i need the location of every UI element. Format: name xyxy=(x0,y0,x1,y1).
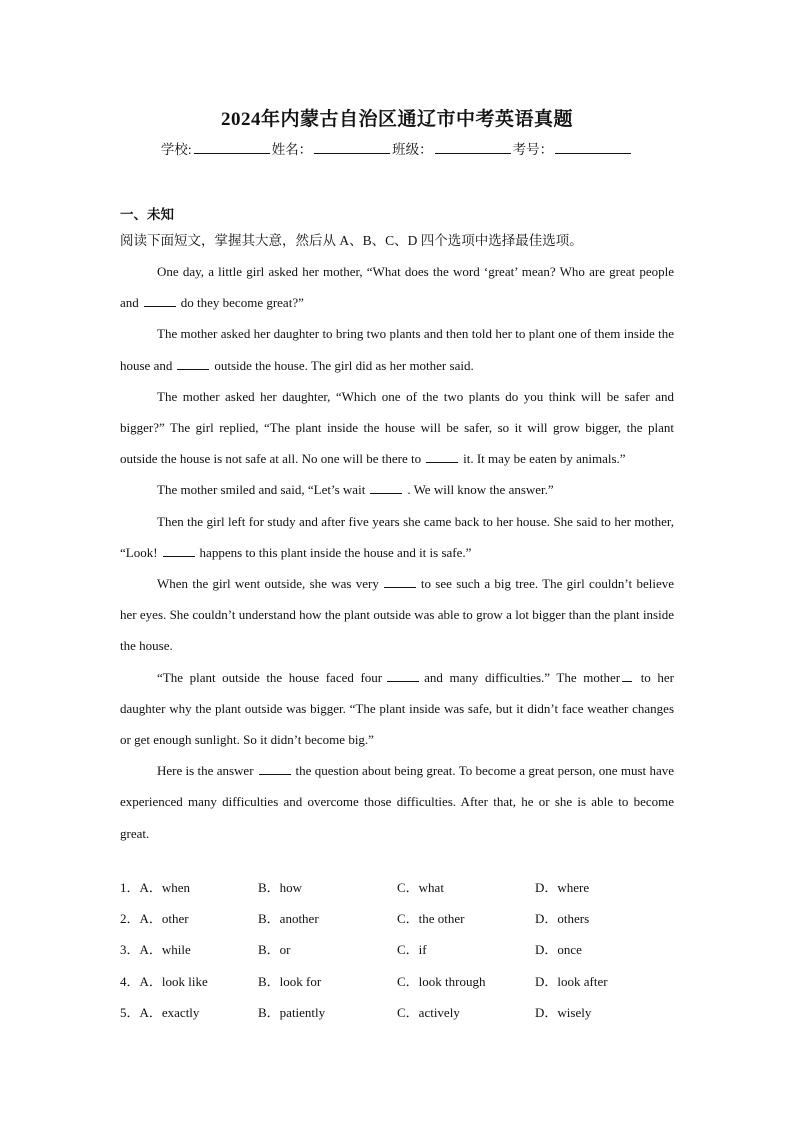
question-row-3 xyxy=(120,939,720,970)
blank-3 xyxy=(426,451,458,463)
paragraph-8: Here is the answer the question about being great. To become a great person, one must have experienced many difficulties and overcome those difficulties. After that, he or she is able to become great. xyxy=(120,763,674,841)
option-c: C．if xyxy=(397,942,427,958)
option-d: D．wisely xyxy=(535,1004,592,1020)
blank-2 xyxy=(177,358,209,370)
option-c: C．actively xyxy=(397,1004,460,1020)
paragraph-4: The mother smiled and said, “Let’s wait . We will know the answer.” xyxy=(157,482,554,498)
option-d: D．where xyxy=(535,880,590,895)
school-label: 学校: xyxy=(160,142,192,157)
option-c: C．the other xyxy=(397,911,465,927)
option-b: B．look for xyxy=(258,973,322,989)
option-a: 2．A．other xyxy=(120,911,189,927)
option-a: 4．A．look like xyxy=(120,973,208,989)
paragraph-5: Then the girl left for study and after five years she came back to her house. She said to her mother, “Look! happens to this plant inside the house and it is safe.” xyxy=(120,513,674,560)
option-d: D．others xyxy=(535,911,590,927)
option-b: B．patiently xyxy=(258,1004,326,1020)
blank-9 xyxy=(259,763,291,775)
class-blank[interactable] xyxy=(435,141,511,154)
class-label: 班级： xyxy=(392,142,433,157)
question-row-1 xyxy=(120,877,720,908)
paragraph-1: One day, a little girl asked her mother, “What does the word ‘great’ mean? Who are great people and do they become great?” xyxy=(120,264,674,311)
blank-6 xyxy=(384,576,416,588)
option-b: B．another xyxy=(258,911,319,927)
exam-number-label: 考号： xyxy=(512,142,554,157)
blank-8 xyxy=(622,670,632,682)
name-label: 姓名： xyxy=(271,142,313,157)
page-title: 2024年内蒙古自治区通辽市中考英语真题 xyxy=(220,109,573,130)
option-b: B．or xyxy=(258,942,291,958)
option-c: C．look through xyxy=(397,973,486,989)
paragraph-2: The mother asked her daughter to bring two plants and then told her to plant one of them inside the house and outside the house. The girl did as her mother said. xyxy=(120,326,674,373)
blank-5 xyxy=(163,545,195,557)
option-b: B．how xyxy=(258,880,303,895)
blank-4 xyxy=(370,482,402,494)
name-blank[interactable] xyxy=(314,141,390,154)
option-d: D．look after xyxy=(535,973,608,989)
option-a: 1．A．when xyxy=(120,880,191,895)
answer-options xyxy=(120,877,720,1033)
school-blank[interactable] xyxy=(194,141,270,154)
blank-7 xyxy=(387,670,419,682)
question-row-5 xyxy=(120,1002,720,1033)
option-a: 5．A．exactly xyxy=(120,1004,200,1020)
section-heading: 一、未知 xyxy=(120,207,174,222)
paragraph-6: When the girl went outside, she was very to see such a big tree. The girl couldn’t believe her eyes. She couldn’t understand how the plant outside was able to grow a lot bigger than the plant inside the house. xyxy=(120,576,674,654)
question-row-4 xyxy=(120,971,720,1002)
exam-number-blank[interactable] xyxy=(555,141,631,154)
section-instruction: 阅读下面短文，掌握其大意，然后从 A、B、C、D 四个选项中选择最佳选项。 xyxy=(120,233,583,248)
blank-1 xyxy=(144,295,176,307)
option-a: 3．A．while xyxy=(120,942,191,958)
question-row-2 xyxy=(120,908,720,939)
student-info-line xyxy=(0,138,794,158)
option-d: D．once xyxy=(535,942,582,958)
paragraph-7: “The plant outside the house faced four and many difficulties.” The mother to her daughter why the plant outside was bigger. “The plant inside was safe, but it didn’t face weather changes or get enough sunlight. So it didn’t become big.” xyxy=(120,669,674,748)
reading-passage xyxy=(120,256,674,849)
option-c: C．what xyxy=(397,880,444,895)
paragraph-3: The mother asked her daughter, “Which one of the two plants do you think will be safer and bigger?” The girl replied, “The plant inside the house will be safer, so it will grow bigger, the plant outside the house is not safe at all. No one will be there to it. It may be eaten by animals.” xyxy=(120,388,674,467)
